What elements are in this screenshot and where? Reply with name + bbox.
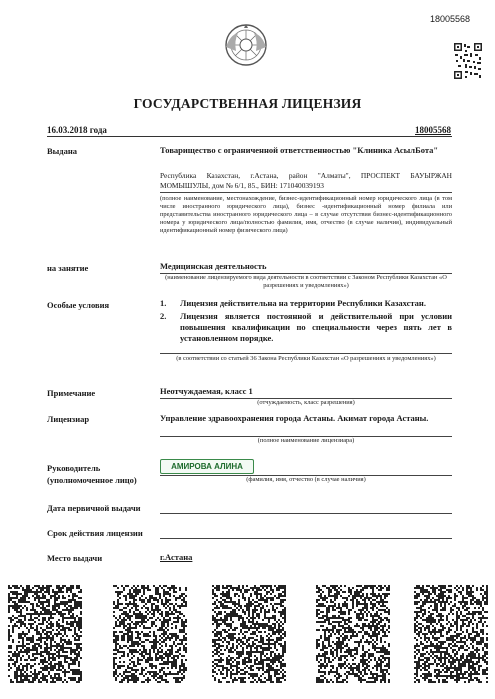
remark-note: (отчуждаемость, класс разрешения) [257,399,355,406]
conditions-list [160,298,452,344]
document-number-top: 18005568 [430,14,471,24]
header-divider [47,136,452,137]
barcode-block-icon [8,585,82,683]
licensor-value: Управление здравоохранения города Астаны. Акимат города Астаны. [160,413,429,423]
barcode-block-icon [212,585,286,683]
qr-code-icon [453,42,483,80]
barcode-block-icon [414,585,488,683]
licensor-label: Лицензиар [47,414,90,424]
condition-number: 1. [160,298,167,308]
issued-to-underline [160,192,452,193]
head-label: Руководитель [47,463,101,473]
head-label-sub: (уполномоченное лицо) [47,475,137,485]
place-value: г.Астана [160,552,193,562]
issued-to-address: Республика Казахстан, г.Астана, район "Алматы", ПРОСПЕКТ БАУЫРЖАН МОМЫШУЛЫ, дом № 6/1, 85., БИН: 171040039193 [160,171,452,190]
issued-to-label: Выдана [47,146,78,156]
issued-to-note: (полное наименование, местонахождение, бизнес-идентификационный номер юридического лица (в том числе иностранного юридического лица), бизнес -идентификационный номер филиала или представительства иностранного юридического лица – в случае отсутствия бизнес-идентификационного номера у юридического лица/полностью фамилия, имя, отчество (в случае наличия), индивидуальный идентификационный номер физического лица) [160,195,452,234]
condition-text: Лицензия действительна на территории Республики Казахстан. [180,298,426,308]
state-emblem-icon [224,23,268,67]
licensor-note: (полное наименование лицензиара) [257,437,355,444]
barcode-block-icon [113,585,187,683]
condition-item [160,311,452,344]
condition-number: 2. [160,311,167,321]
validity-underline [160,538,452,539]
validity-label: Срок действия лицензии [47,528,143,538]
license-date: 16.03.2018 года [47,125,107,135]
place-label: Место выдачи [47,553,103,563]
page-title: ГОСУДАРСТВЕННАЯ ЛИЦЕНЗИЯ [133,96,362,111]
signature-stamp: АМИРОВА АЛИНА [160,459,254,474]
barcode-block-icon [316,585,390,683]
condition-item [160,298,452,309]
remark-label: Примечание [47,388,96,398]
conditions-label: Особые условия [47,300,110,310]
activity-label: на занятие [47,263,89,273]
conditions-underline [160,353,452,354]
remark-value: Неотчуждаемая, класс 1 [160,386,253,396]
head-note: (фамилия, имя, отчество (в случае наличия) [246,476,366,483]
conditions-note: (в соответствии со статьей 36 Закона Республики Казахстан «О разрешениях и уведомлениях») [176,355,436,362]
first-issue-date-label: Дата первичной выдачи [47,503,141,513]
first-issue-date-underline [160,513,452,514]
activity-value: Медицинская деятельность [160,261,267,271]
condition-text: Лицензия является постоянной и действительной при условии повышения квалификации по специальности через пять лет в установленном порядке. [180,311,452,343]
activity-note: (наименование лицензируемого вида деятельности в соответствии с Законом Республики Казахстан «О разрешениях и уведомлениях») [165,274,447,289]
issued-to-value: Товарищество с ограниченной ответственностью "Клиника АсылБота" [160,145,439,155]
license-number: 18005568 [415,125,451,135]
